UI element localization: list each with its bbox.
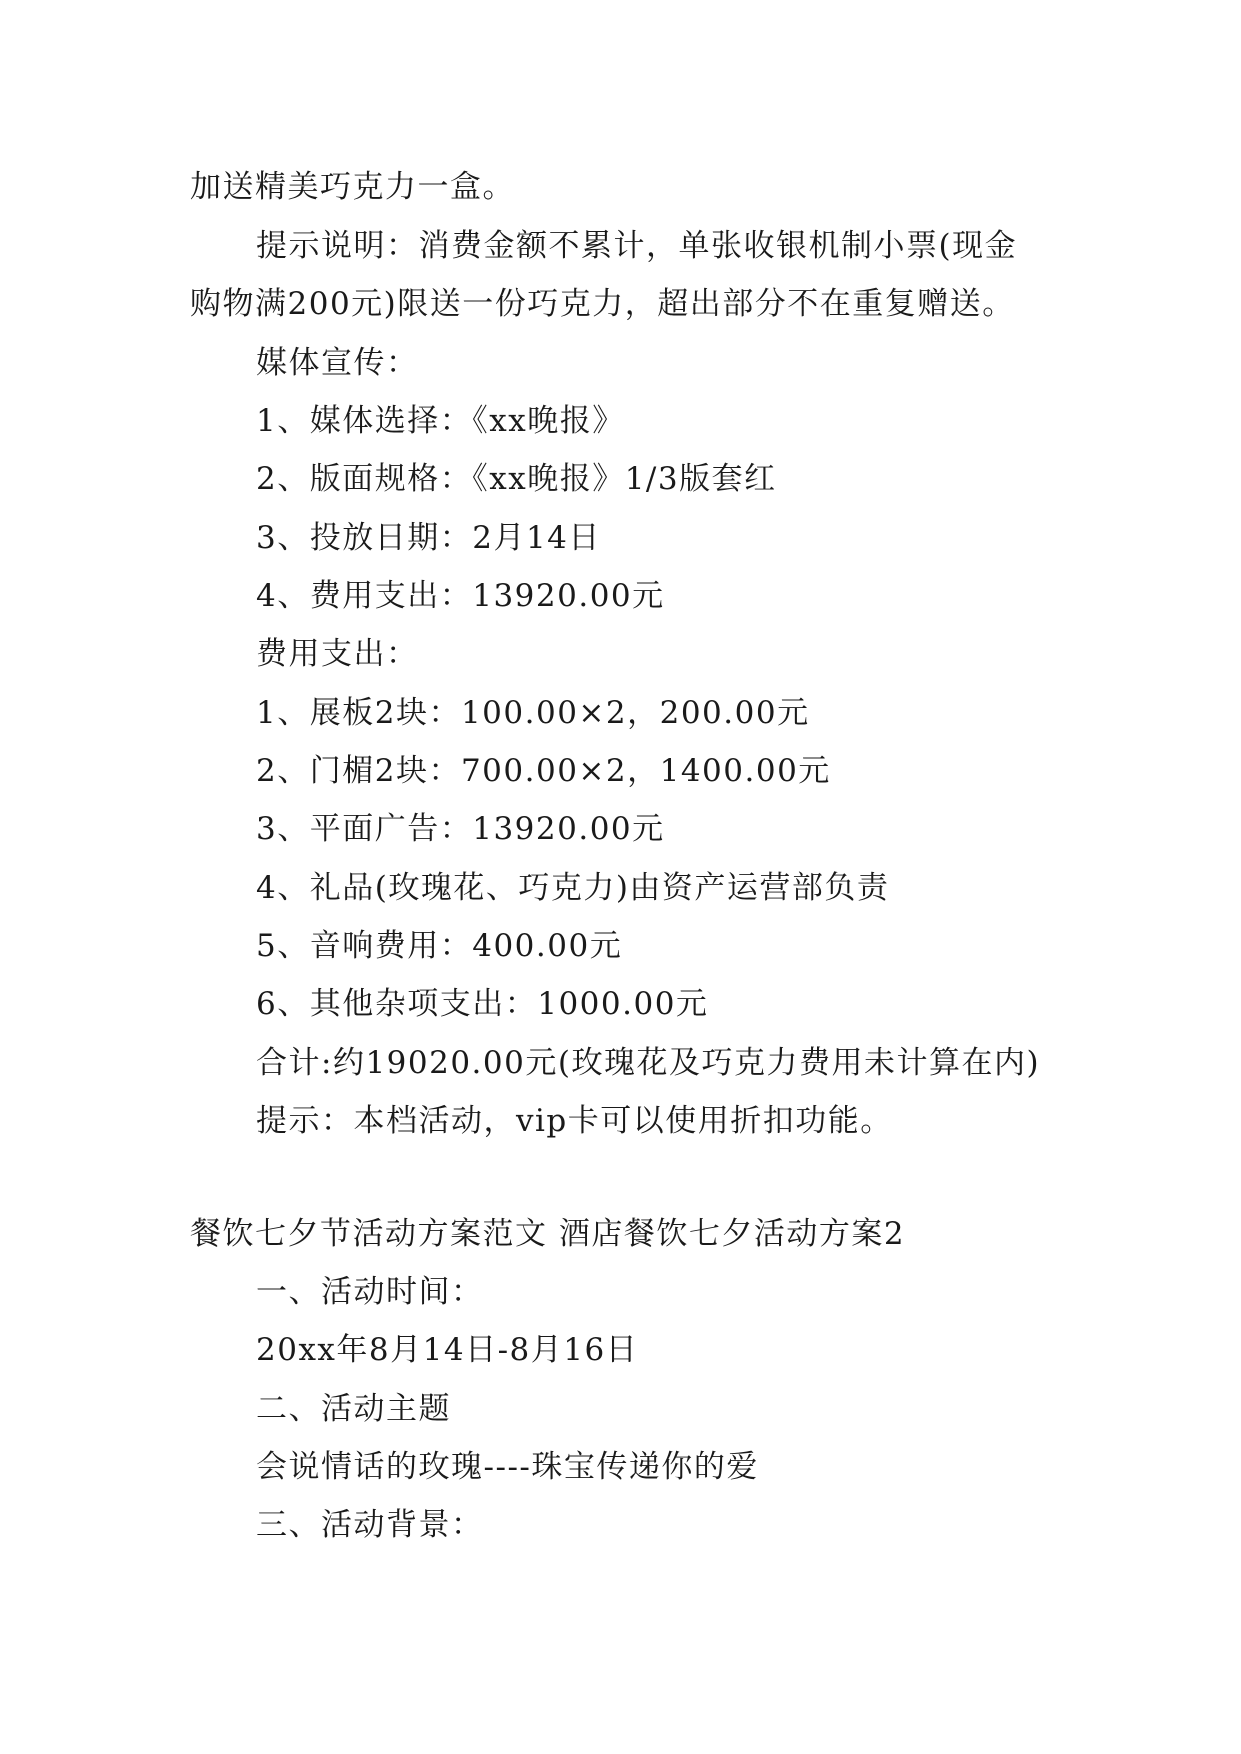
list-item: 3、投放日期：2月14日 [256,520,601,556]
section-heading: 媒体宣传： [256,345,419,381]
paragraph-line: 加送精美巧克力一盒。 [190,169,515,205]
list-item: 3、平面广告：13920.00元 [256,811,665,847]
paragraph-line: 会说情话的玫瑰----珠宝传递你的爱 [256,1449,759,1485]
list-item: 5、音响费用：400.00元 [256,928,623,964]
section-heading: 二、活动主题 [256,1391,451,1427]
list-item: 1、展板2块：100.00×2，200.00元 [256,695,810,731]
paragraph-line: 提示说明：消费金额不累计，单张收银机制小票(现金 [256,228,1018,264]
section-heading: 一、活动时间： [256,1274,484,1310]
list-item: 6、其他杂项支出：1000.00元 [256,986,709,1022]
list-item: 1、媒体选择：《xx晚报》 [256,403,625,439]
list-item: 4、费用支出：13920.00元 [256,578,665,614]
list-item: 4、礼品(玫瑰花、巧克力)由资产运营部负责 [256,870,890,906]
note-line: 提示：本档活动，vip卡可以使用折扣功能。 [256,1103,893,1139]
list-item: 2、版面规格：《xx晚报》1/3版套红 [256,461,777,497]
paragraph-line: 购物满200元)限送一份巧克力，超出部分不在重复赠送。 [190,286,1015,322]
section-heading: 三、活动背景： [256,1507,484,1543]
paragraph-line: 20xx年8月14日-8月16日 [256,1332,639,1368]
list-item: 2、门楣2块：700.00×2，1400.00元 [256,753,831,789]
section-heading: 费用支出： [256,636,419,672]
document-title: 餐饮七夕节活动方案范文 酒店餐饮七夕活动方案2 [190,1216,906,1252]
total-line: 合计:约19020.00元(玫瑰花及巧克力费用未计算在内) [256,1045,1041,1081]
